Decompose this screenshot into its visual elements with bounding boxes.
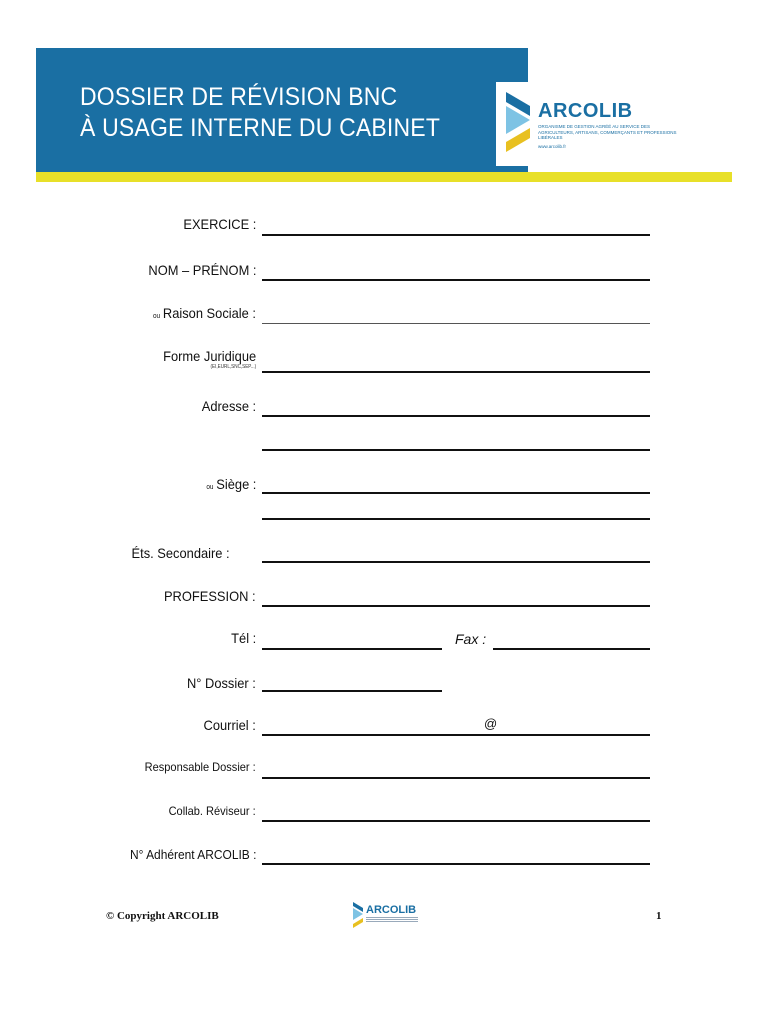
field-courriel[interactable] [262,734,650,736]
field-fax[interactable] [493,648,650,650]
document-title [80,82,440,144]
label-n-adherent: N° Adhérent ARCOLIB : [129,847,256,862]
logo-tagline: ORGANISME DE GESTION AGRÉÉ AU SERVICE DES AGRICULTEURS, ARTISANS, COMMERÇANTS ET PROFESSIONS LIBÉRALES [538,124,677,140]
siege-text: Siège : [215,476,256,492]
field-n-adherent[interactable] [262,863,650,865]
field-forme-juridique[interactable] [262,371,650,373]
field-responsable-dossier[interactable] [262,777,650,779]
footer-arcolib-emblem-icon [352,902,364,928]
label-n-dossier: N° Dossier : [187,675,256,691]
forme-juridique-text: Forme Juridique [162,348,256,364]
label-tel: Tél : [230,630,256,646]
arcolib-logo [496,82,696,166]
field-siege-1[interactable] [262,492,650,494]
siege-prefix: ou [205,484,214,491]
title-line-2: À USAGE INTERNE DU CABINET [80,114,441,142]
label-adresse: Adresse : [201,398,256,414]
label-raison-sociale [153,305,256,321]
label-profession: PROFESSION : [164,588,256,604]
field-profession[interactable] [262,605,650,607]
label-fax: Fax : [455,631,487,647]
accent-bar [36,172,732,182]
field-adresse-2[interactable] [262,449,650,451]
field-collab-reviseur[interactable] [262,820,650,822]
courriel-at-sign: @ [484,716,498,731]
label-collab-reviseur: Collab. Réviseur : [168,804,256,818]
logo-name: ARCOLIB [538,100,633,122]
label-siege [206,476,256,492]
page-number: 1 [656,910,662,922]
field-adresse-1[interactable] [262,415,650,417]
label-courriel: Courriel : [203,717,256,733]
title-line-1: DOSSIER DE RÉVISION BNC [80,83,398,111]
field-exercice[interactable] [262,234,650,236]
raison-prefix: ou [152,313,161,320]
field-siege-2[interactable] [262,518,650,520]
field-tel[interactable] [262,648,442,650]
field-nom-prenom[interactable] [262,279,650,281]
logo-url: www.arcolib.fr [538,144,567,149]
label-ets-secondaire: Éts. Secondaire : [131,545,230,561]
footer-logo-tagline [366,917,418,923]
label-responsable-dossier: Responsable Dossier : [144,760,256,774]
field-ets-secondaire[interactable] [262,561,650,563]
label-forme-juridique [162,348,256,370]
footer-logo-name: ARCOLIB [366,904,417,916]
label-exercice: EXERCICE : [182,216,256,232]
footer-copyright: © Copyright ARCOLIB [106,910,219,922]
raison-sociale-text: Raison Sociale : [162,305,256,321]
forme-juridique-hint: (EI,EURL,SNC,SEP...) [210,364,256,370]
footer-logo [352,902,432,928]
field-n-dossier[interactable] [262,690,442,692]
field-raison-sociale[interactable] [262,323,650,324]
arcolib-emblem-icon [504,92,532,152]
label-nom-prenom: NOM – PRÉNOM : [147,262,256,278]
